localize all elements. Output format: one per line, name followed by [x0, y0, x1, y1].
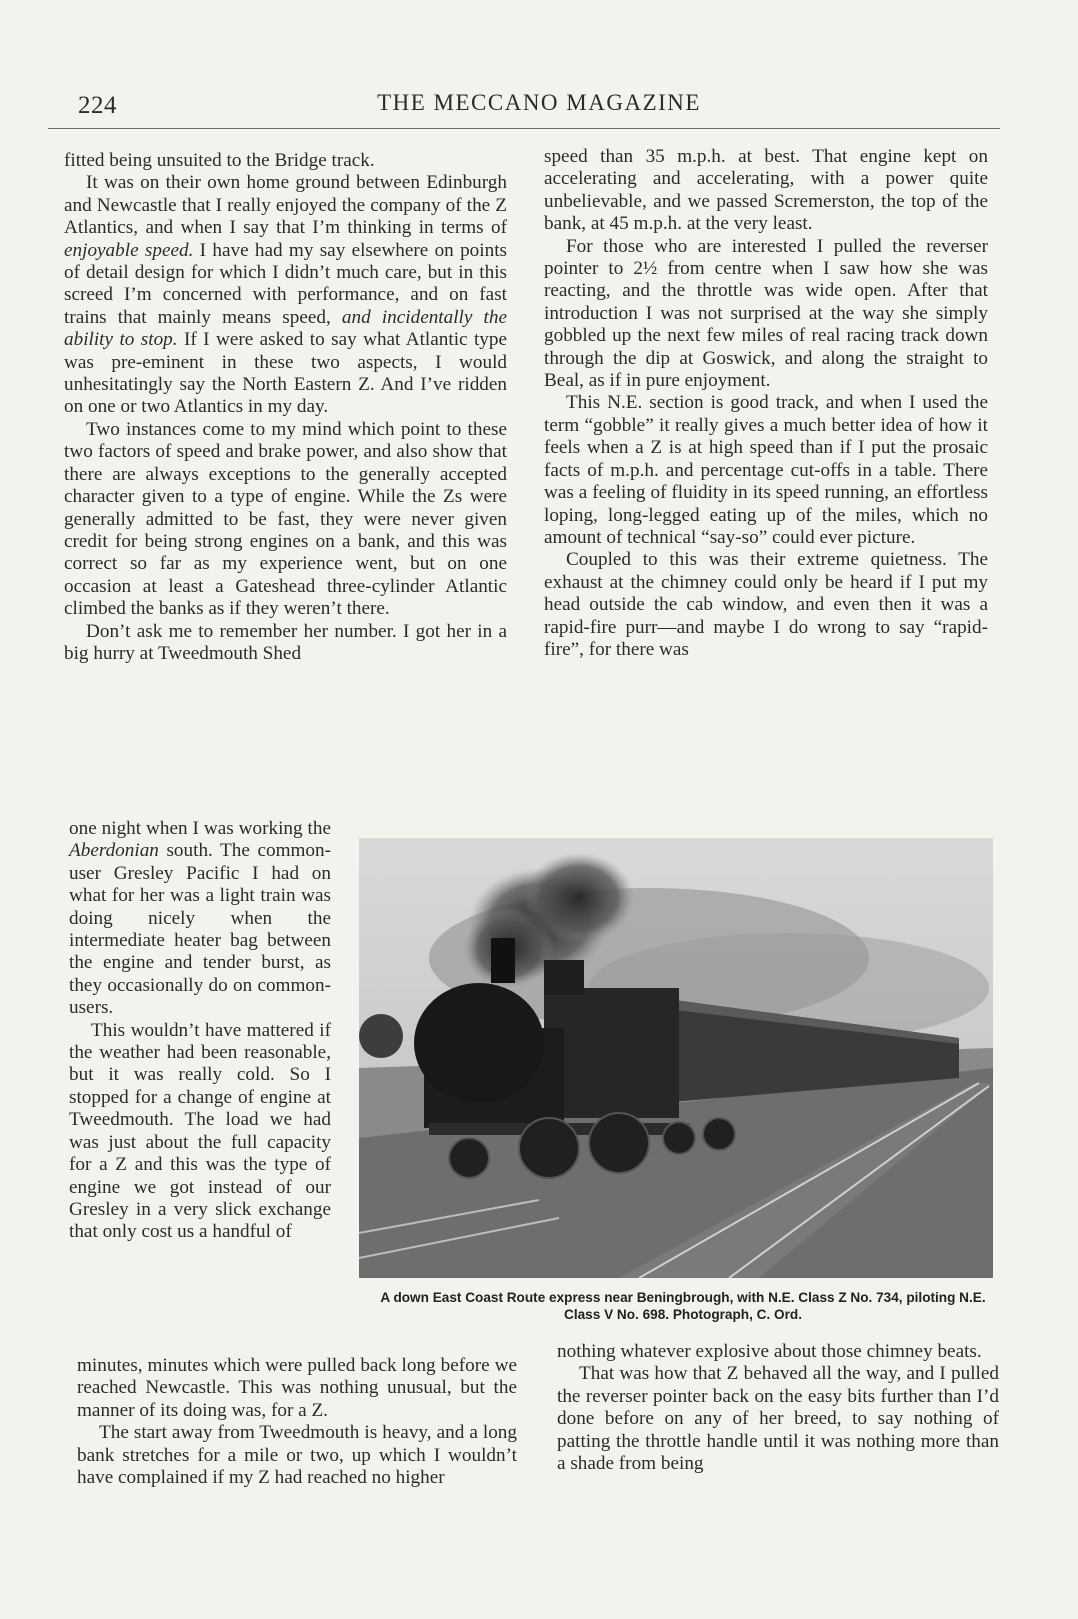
- paragraph: nothing whatever explosive about those chimney beats.: [557, 1341, 982, 1362]
- paragraph: For those who are interested I pulled the reverser pointer to 2½ from centre when I saw how she was reacting, and the throttle was wide open. After that introduction I was not surprised at the way she simply gobbled up the next few miles of real racing track down through the dip at Goswick, and along the straight to Beal, as if in pure enjoyment.: [544, 235, 988, 392]
- header-rule: [48, 128, 1000, 129]
- running-head: THE MECCANO MAGAZINE: [377, 90, 701, 115]
- paragraph: minutes, minutes which were pulled back long before we reached Newcastle. This was nothing unusual, but the manner of its doing was, for a Z.: [77, 1355, 517, 1421]
- left-bottom-column: [77, 1355, 517, 1489]
- text-run: south. The common-user Gresley Pacific I had on what for her was a light train was doing nicely when the intermediate heater bag between the engine and tender burst, as they occasionally do on common-users.: [69, 840, 331, 1019]
- emphasis: and incidentally the ability to stop.: [64, 306, 507, 351]
- photo-caption: A down East Coast Route express near Beningbrough, with N.E. Class Z No. 734, piloting N.E. Class V No. 698. Photograph, C. Ord.: [380, 1290, 986, 1322]
- page-number: 224: [78, 92, 117, 119]
- text-run: one night when I was working the: [69, 818, 331, 839]
- paragraph: fitted being unsuited to the Bridge track.: [64, 150, 375, 171]
- train-photo-illustration: [359, 838, 993, 1278]
- paragraph: This N.E. section is good track, and when I used the term “gobble” it really gives a much better idea of how it feels when a Z is at high speed than if I put the prosaic facts of m.p.h. and percentage cut-offs in a table. There was a feeling of fluidity in its speed running, an effortless loping, long-legged eating up of the miles, which no amount of technical “say-so” could ever picture.: [544, 392, 988, 548]
- emphasis: enjoyable speed.: [64, 239, 194, 261]
- paragraph: That was how that Z behaved all the way, and I pulled the reverser pointer back on the easy bits further than I’d done before on any of her breed, to say nothing of patting the throttle handle until it was nothing more than a shade from being: [557, 1363, 999, 1475]
- locomotive-photo: [359, 838, 993, 1278]
- right-column: [544, 146, 988, 661]
- text-run: If I were asked to say what Atlantic type was pre-eminent in these two aspects, I would unhesitatingly say the North Eastern Z. And I’ve ridden on one or two Atlantics in my day.: [64, 329, 507, 418]
- paragraph: Two instances come to my mind which point to these two factors of speed and brake power, and also show that there are always exceptions to the generally accepted character given to a type of engine. While the Zs were generally admitted to be fast, they were never given credit for being strong engines on a bank, and this was correct so far as my experience went, but on one occasion at least a Gateshead three-cylinder Atlantic climbed the banks as if they weren’t there.: [64, 418, 507, 620]
- paragraph: [64, 172, 507, 418]
- emphasis: Aberdonian: [69, 840, 159, 862]
- paragraph: [69, 818, 331, 1020]
- left-column: [64, 150, 507, 665]
- paragraph: Coupled to this was their extreme quietness. The exhaust at the chimney could only be heard if I put my head outside the cab window, and even then it was a rapid-fire purr—and maybe I do wrong to say “rapid-fire”, for there was: [544, 549, 988, 660]
- paragraph: This wouldn’t have mattered if the weather had been reasonable, but it was really cold. So I stopped for a change of engine at Tweedmouth. The load we had was just about the full capacity for a Z and this was the type of engine we got instead of our Gresley in a very slick exchange that only cost us a handful of: [69, 1019, 331, 1243]
- paragraph: speed than 35 m.p.h. at best. That engine kept on accelerating and accelerating, with a power quite unbelievable, and we passed Scremerston, the top of the bank, at 45 m.p.h. at the very least.: [544, 146, 988, 235]
- text-run: I have had my say elsewhere on points of detail design for which I didn’t much care, but in this screed I’m concerned with performance, and on fast trains that mainly means speed,: [64, 239, 507, 328]
- paragraph: The start away from Tweedmouth is heavy, and a long bank stretches for a mile or two, up which I wouldn’t have complained if my Z had reached no higher: [77, 1422, 517, 1489]
- right-bottom-column: [557, 1341, 999, 1475]
- left-wrap-column: [69, 818, 331, 1244]
- paragraph: Don’t ask me to remember her number. I got her in a big hurry at Tweedmouth Shed: [64, 620, 507, 664]
- text-run: It was on their own home ground between Edinburgh and Newcastle that I really enjoyed the company of the Z Atlantics, and when I say that I’m thinking in terms of: [64, 172, 507, 239]
